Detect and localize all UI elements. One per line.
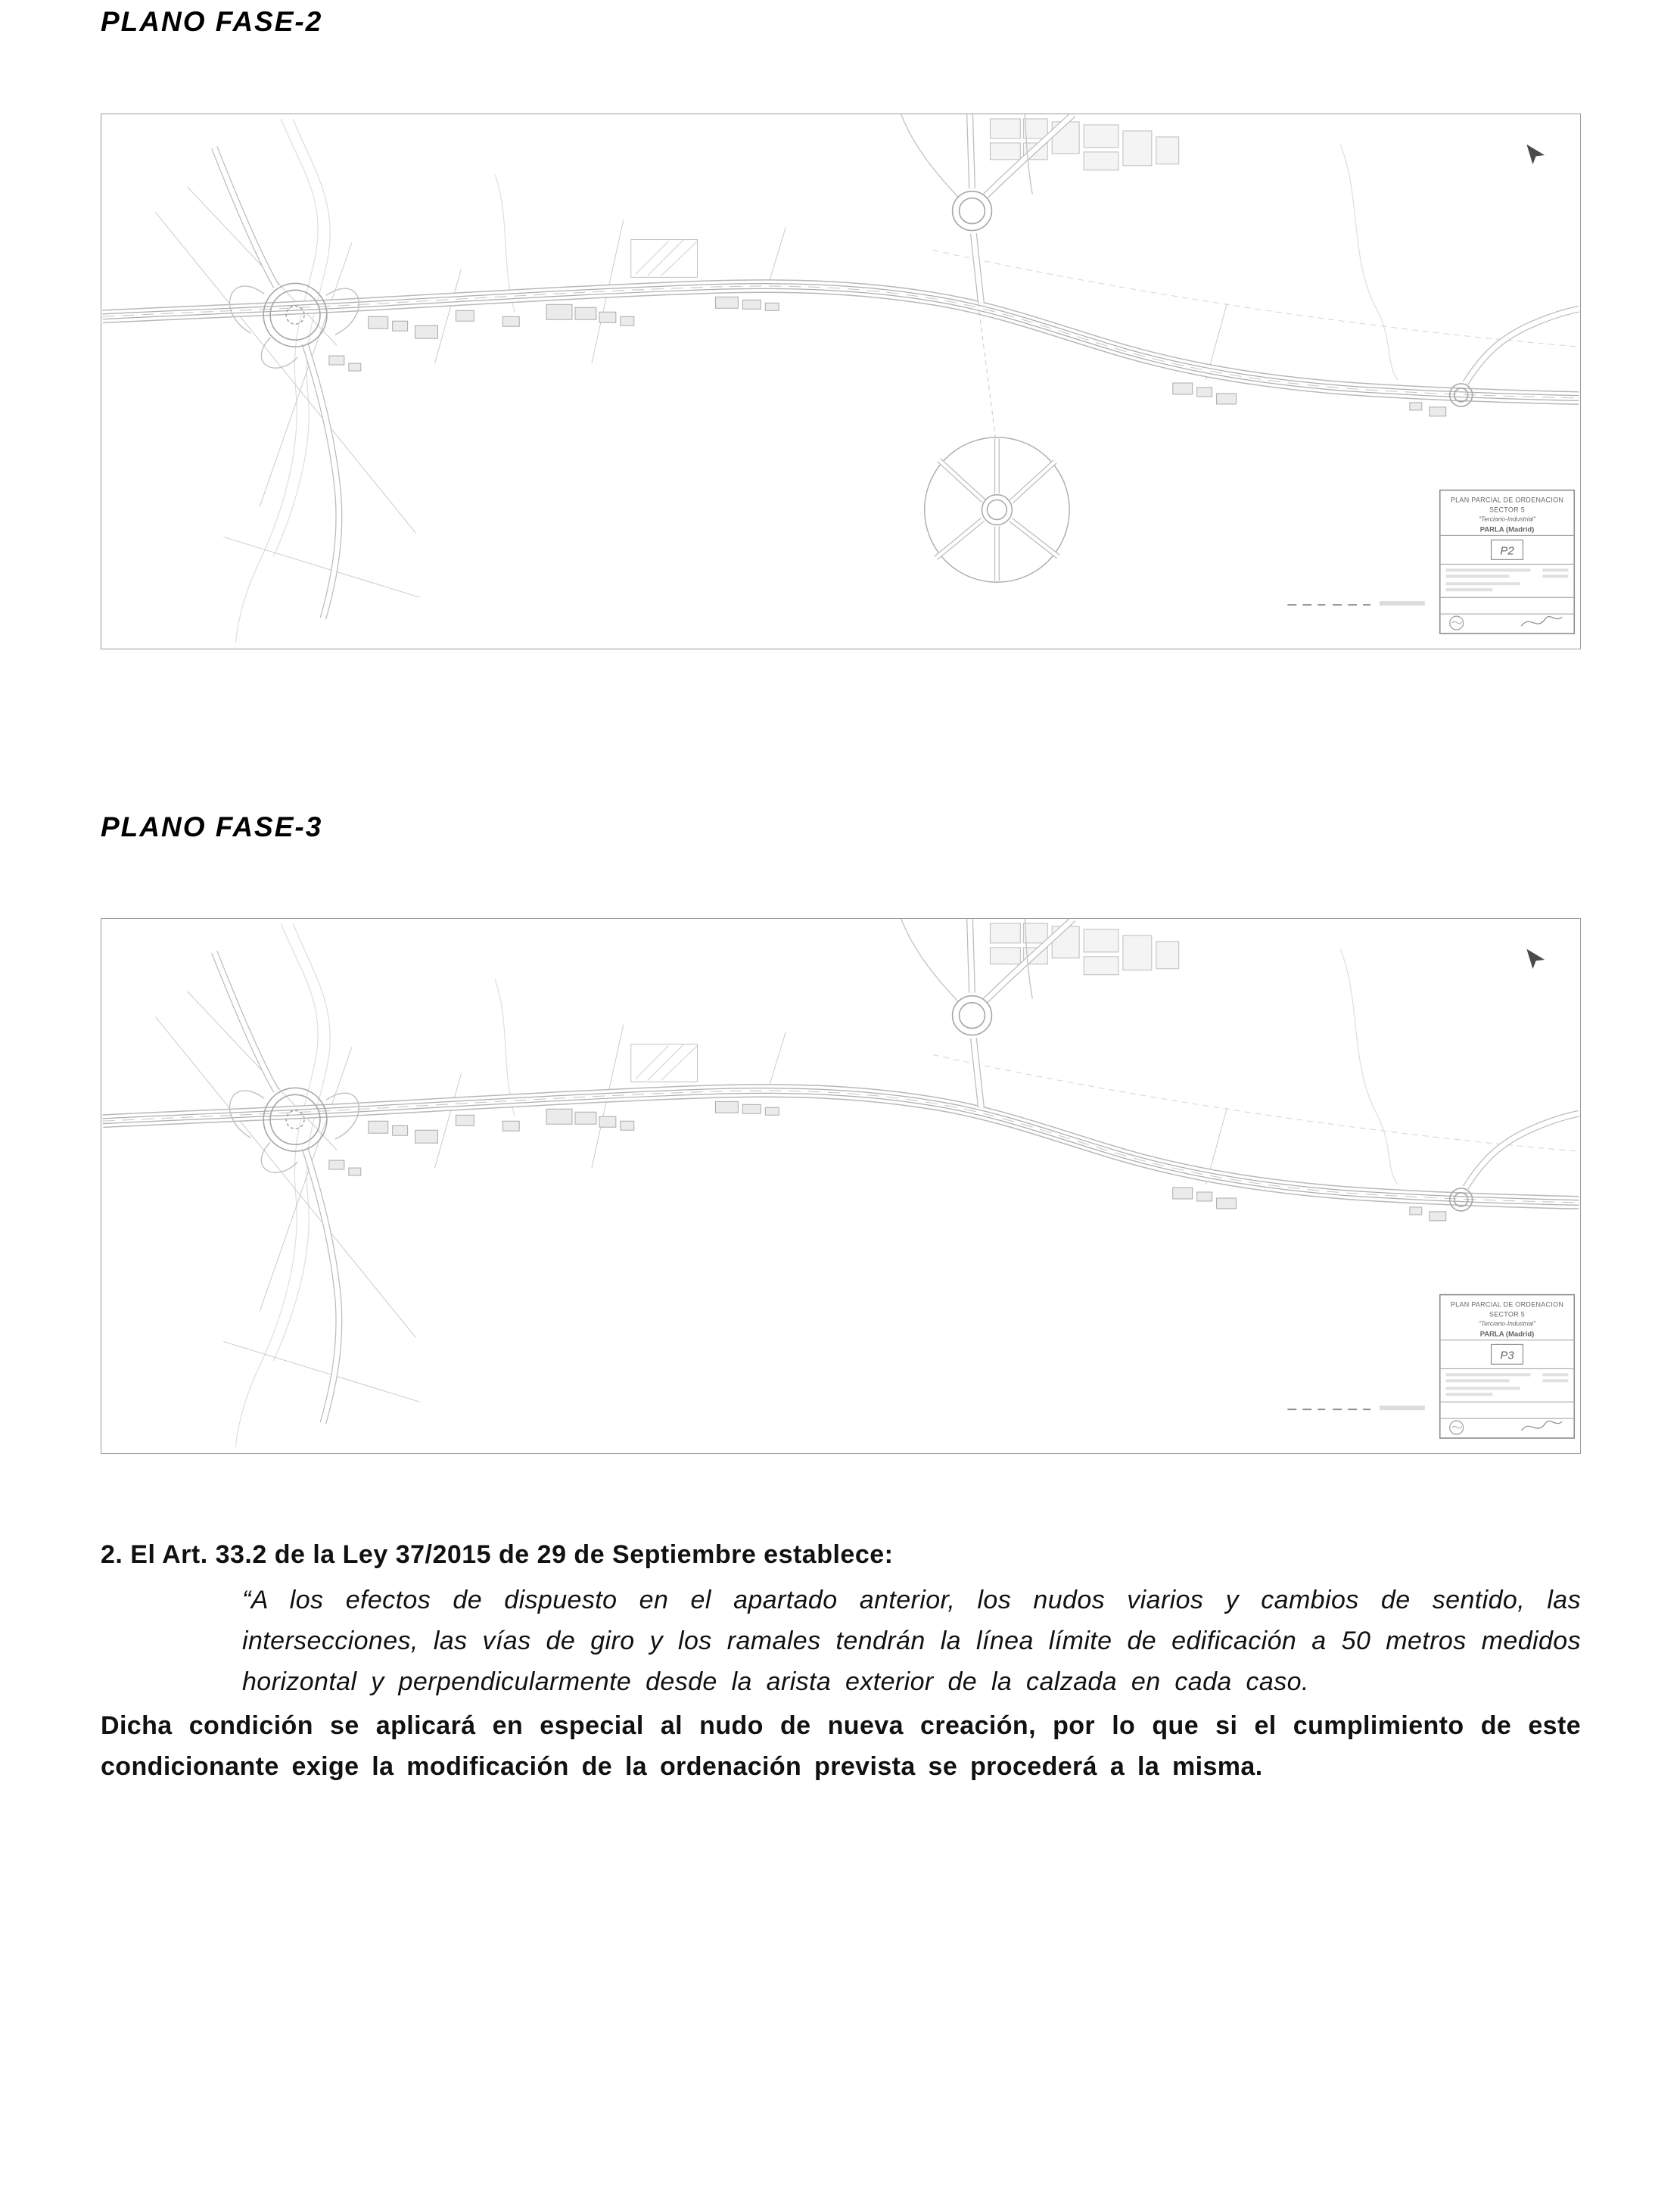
titleblock-line4: PARLA (Madrid) — [1479, 525, 1535, 534]
heading-plano-fase-3: PLANO FASE-3 — [101, 811, 323, 842]
titleblock-line3: "Terciario-Industrial" — [1478, 1319, 1536, 1328]
titleblock-line2: SECTOR 5 — [1489, 506, 1526, 514]
law-quote-paragraph: “A los efectos de dispuesto en el apartado anterior, los nudos viarios y cambios de sentido, las intersecciones, las vías de giro y los ramales tendrán la línea límite de edificación a 50 metros medidos horizontal y perpendicularmente desde la arista exterior de la calzada en cada caso. — [242, 1586, 1581, 1696]
plan-drawing-fase-2 — [101, 114, 1581, 649]
titleblock-line4: PARLA (Madrid) — [1479, 1330, 1535, 1339]
titleblock-plan-number: P2 — [1500, 544, 1514, 558]
titleblock-line1: PLAN PARCIAL DE ORDENACION — [1450, 496, 1564, 504]
titleblock-line1: PLAN PARCIAL DE ORDENACION — [1450, 1300, 1564, 1309]
plan-map-svg-fase-2 — [101, 114, 1580, 649]
detail-inset-circle — [925, 303, 1069, 582]
titleblock-line2: SECTOR 5 — [1489, 1310, 1526, 1318]
article-section — [101, 1536, 1581, 1787]
article-heading: 2. El Art. 33.2 de la Ley 37/2015 de 29 de Septiembre establece: — [101, 1540, 894, 1569]
heading-plano-fase-2: PLANO FASE-2 — [101, 6, 323, 37]
titleblock-plan-number: P3 — [1500, 1349, 1514, 1362]
titleblock-line3: "Terciario-Industrial" — [1478, 515, 1536, 523]
plan-map-svg-fase-3 — [101, 919, 1580, 1453]
plan-drawing-fase-3 — [101, 918, 1581, 1454]
closing-paragraph: Dicha condición se aplicará en especial al nudo de nueva creación, por lo que si el cumplimiento de este condicionante exige la modificación de la ordenación prevista se procederá a la misma. — [101, 1711, 1581, 1781]
